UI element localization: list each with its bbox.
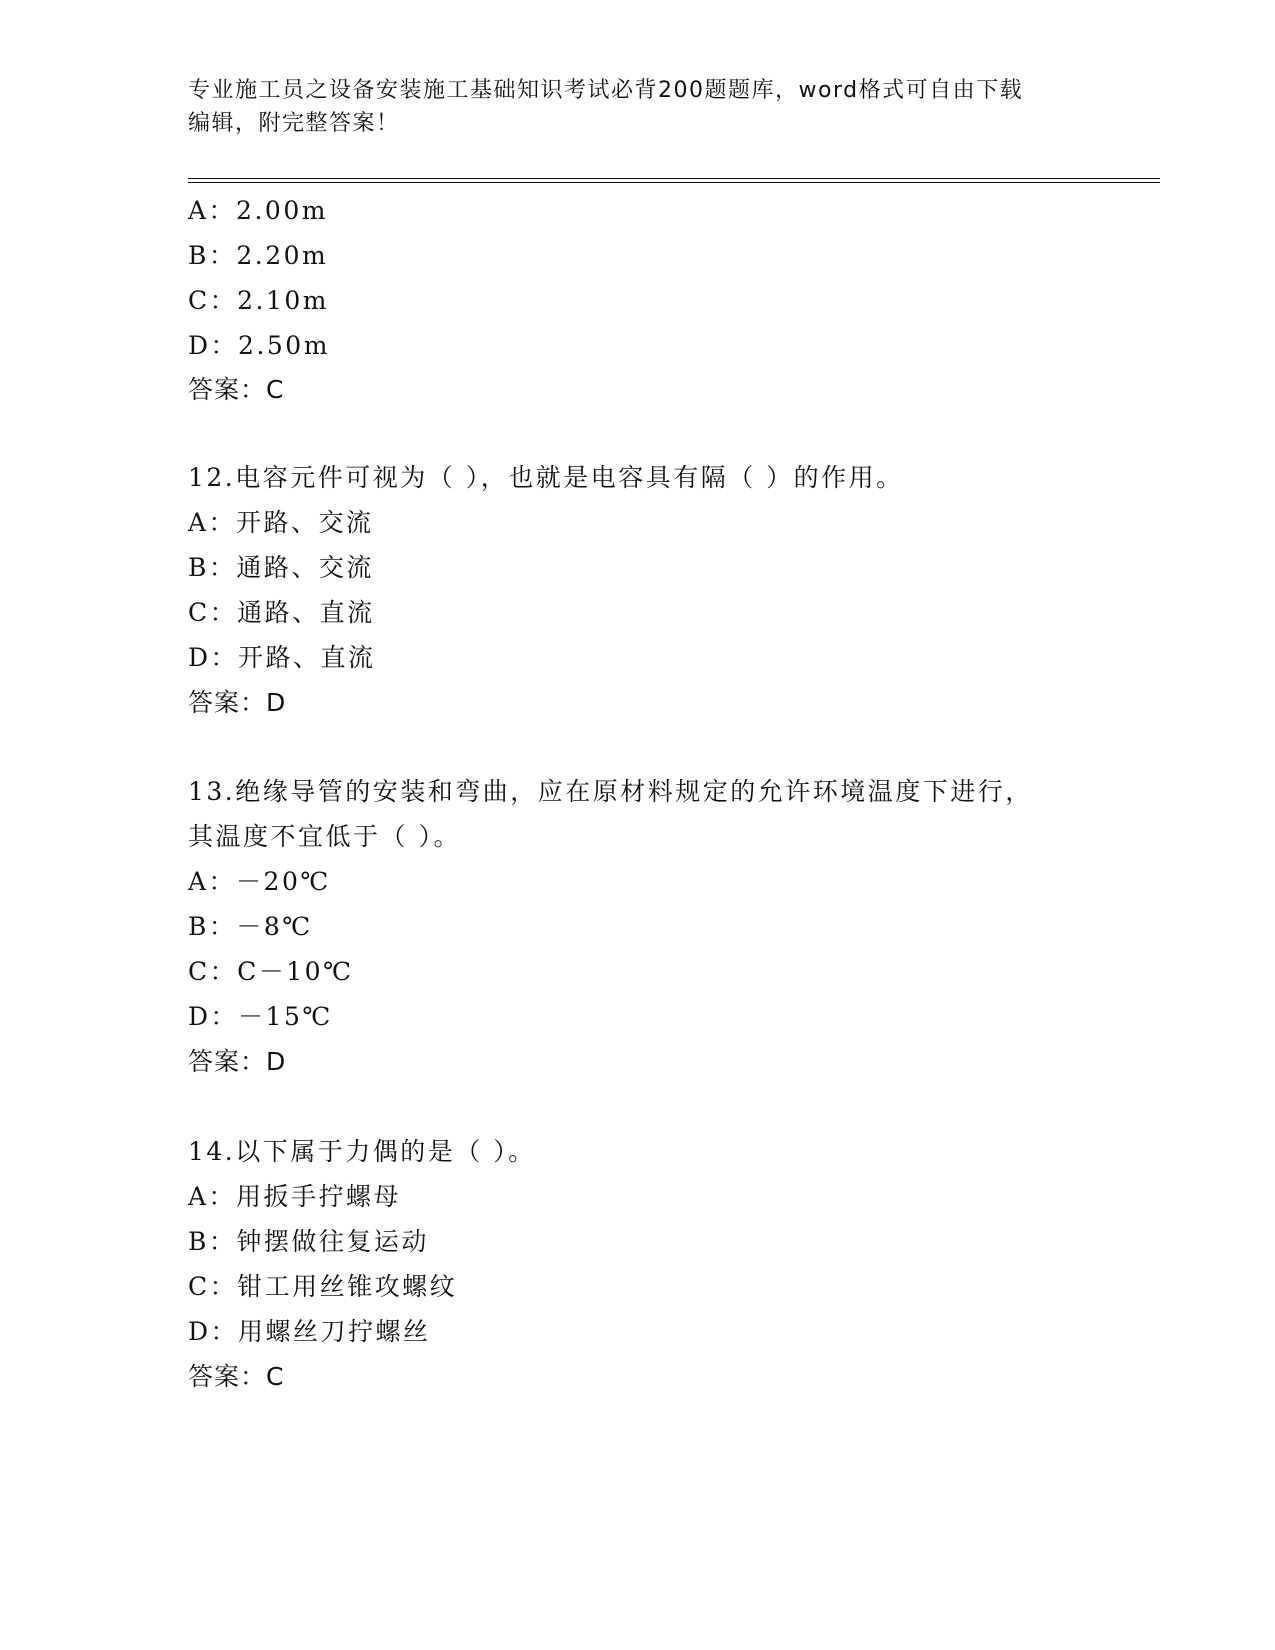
option-d: D：－15℃ <box>188 1002 333 1031</box>
option-a: A：用扳手拧螺母 <box>188 1182 402 1211</box>
header-rule-bottom <box>188 182 1160 183</box>
answer: 答案：C <box>188 1362 285 1391</box>
option-c: C：2.10m <box>188 286 329 315</box>
answer: 答案：D <box>188 1047 287 1076</box>
option-b: B：钟摆做往复运动 <box>188 1227 429 1256</box>
question-13-line-1: 13.绝缘导管的安装和弯曲，应在原材料规定的允许环境温度下进行， <box>188 777 1033 806</box>
header-line-2: 编辑，附完整答案！ <box>188 111 400 136</box>
header-line-1: 专业施工员之设备安装施工基础知识考试必背200题题库，word格式可自由下载 <box>188 78 1024 103</box>
option-c: C：C－10℃ <box>188 957 354 986</box>
question-13-line-2: 其温度不宜低于（ ）。 <box>188 822 461 851</box>
answer: 答案：C <box>188 375 285 404</box>
option-a: A：开路、交流 <box>188 508 374 537</box>
option-c: C：通路、直流 <box>188 598 375 627</box>
header-rule-top <box>188 178 1160 179</box>
question-14: 14.以下属于力偶的是（ ）。 <box>188 1137 536 1166</box>
option-a: A：－20℃ <box>188 867 331 896</box>
question-12: 12.电容元件可视为（ ），也就是电容具有隔（ ）的作用。 <box>188 463 904 492</box>
option-b: B：－8℃ <box>188 912 313 941</box>
option-d: D：开路、直流 <box>188 643 376 672</box>
answer: 答案：D <box>188 688 287 717</box>
option-b: B：通路、交流 <box>188 553 374 582</box>
option-c: C：钳工用丝锥攻螺纹 <box>188 1272 458 1301</box>
option-a: A：2.00m <box>188 196 328 225</box>
option-d: D：用螺丝刀拧螺丝 <box>188 1317 431 1346</box>
document-header <box>188 74 1088 140</box>
option-d: D：2.50m <box>188 331 330 360</box>
option-b: B：2.20m <box>188 241 329 270</box>
